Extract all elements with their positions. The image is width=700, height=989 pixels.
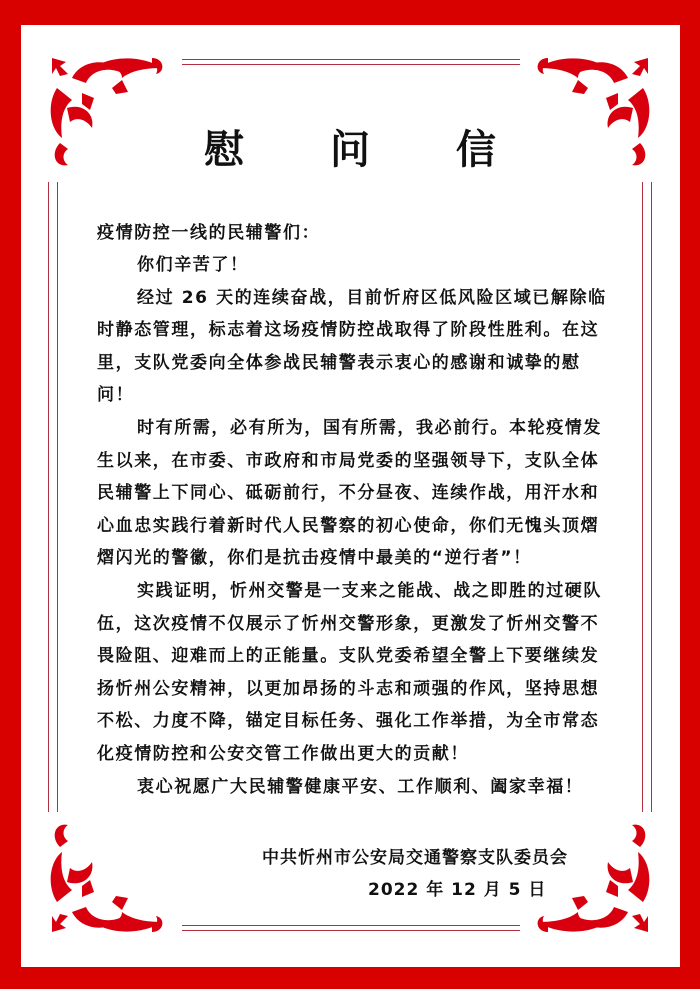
body-line: 经过 26 天的连续奋战，目前忻府区低风险区域已解除临 xyxy=(137,287,607,308)
right-rule xyxy=(642,182,643,812)
body-line: 实践证明，忻州交警是一支来之能战、战之即胜的过硬队 xyxy=(137,581,602,601)
body-line: 生以来，在市委、市政府和市局党委的坚强领导下，支队全体 xyxy=(97,450,600,471)
body-line: 民辅警上下同心、砥砺前行，不分昼夜、连续作战，用汗水和 xyxy=(97,483,600,504)
body-line: 时有所需，必有所为，国有所需，我必前行。本轮疫情发 xyxy=(137,418,602,438)
body-line: 时静态管理，标志着这场疫情防控战取得了阶段性胜利。在这 xyxy=(97,320,600,341)
body-line: 不松、力度不降，锚定目标任务、强化工作举措，为全市常态 xyxy=(97,711,600,732)
body-line: 心血忠实践行着新时代人民警察的初心使命，你们无愧头顶熠 xyxy=(97,515,600,536)
body-line: 衷心祝愿广大民辅警健康平安、工作顺利、阖家幸福！ xyxy=(137,776,584,797)
body-line: 里，支队党委向全体参战民辅警表示衷心的感谢和诚挚的慰 xyxy=(97,352,581,373)
salutation: 疫情防控一线的民辅警们： xyxy=(97,223,321,243)
body-line: 伍，这次疫情不仅展示了忻州交警形象，更激发了忻州交警不 xyxy=(97,613,600,634)
body-line: 熠闪光的警徽，你们是抗击疫情中最美的“逆行者”！ xyxy=(97,548,532,569)
body-line: 扬忻州公安精神，以更加昂扬的斗志和顽强的作风，坚持思想 xyxy=(97,678,600,699)
left-rule-2 xyxy=(57,182,58,812)
top-rule-2 xyxy=(182,64,520,65)
letter-title: 慰 问 信 xyxy=(204,127,532,173)
corner-ornament-icon xyxy=(528,812,658,942)
top-rule xyxy=(182,59,520,60)
body-line: 化疫情防控和公安交管工作做出更大的贡献！ xyxy=(97,744,469,764)
bottom-rule-2 xyxy=(182,930,520,931)
right-rule-2 xyxy=(651,182,652,812)
bottom-rule xyxy=(182,925,520,926)
date: 2022 年 12 月 5 日 xyxy=(368,880,547,900)
left-rule xyxy=(48,182,49,812)
corner-ornament-icon xyxy=(42,812,172,942)
body-line: 畏险阻、迎难而上的正能量。支队党委希望全警上下要继续发 xyxy=(97,646,600,667)
body-line: 问！ xyxy=(97,385,135,406)
signature: 中共忻州市公安局交通警察支队委员会 xyxy=(262,848,568,868)
body-line: 你们辛苦了！ xyxy=(137,255,249,275)
